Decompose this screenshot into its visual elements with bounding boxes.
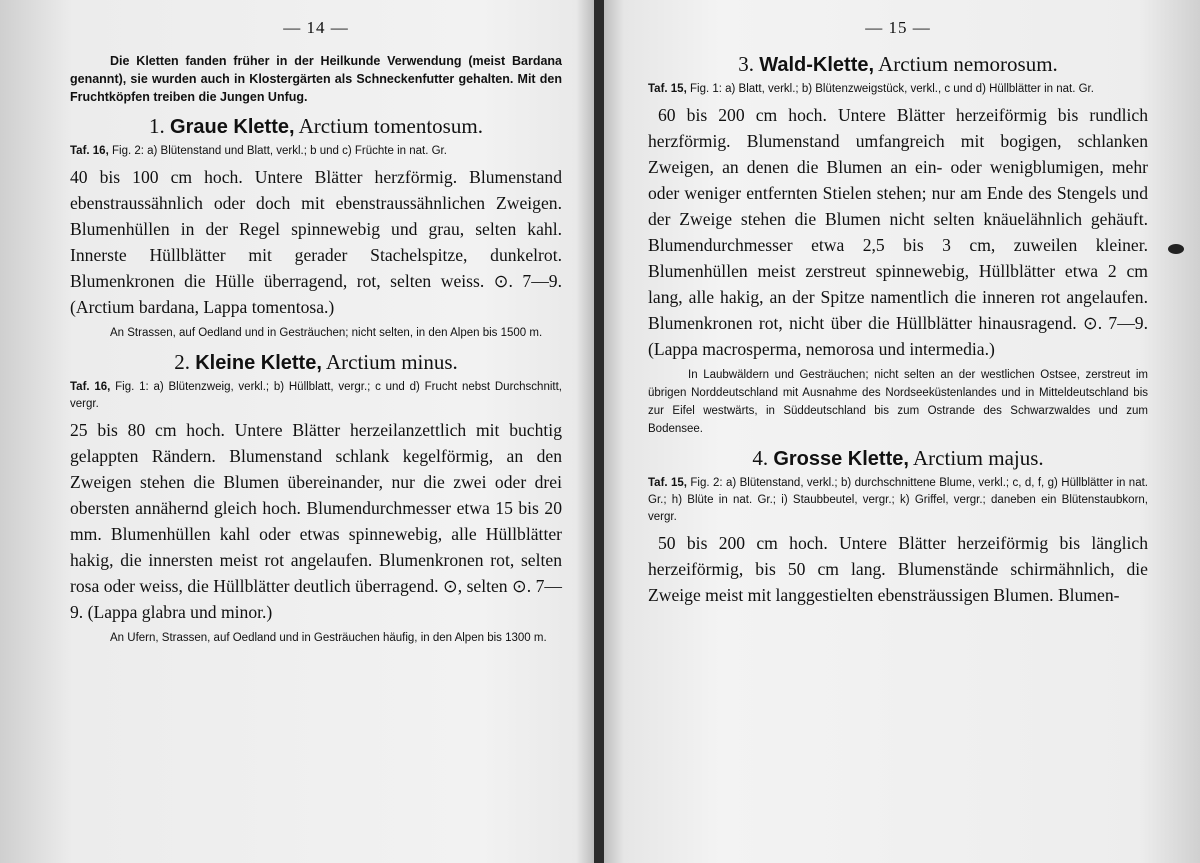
species-description: 25 bis 80 cm hoch. Untere Blätter herzeilanzettlich mit buchtig gelappten Rändern. Blumenstand schlank kegelförmig, an den Zweigen stehen die Blumen übereinander, nur die zwei oder drei obersten annähernd gleich hoch. Blumendurchmesser etwa 15 bis 20 mm. Blumenhüllen kahl oder etwas spinnewebig, alle Hüllblätter hakig, die innersten meist rot angelaufen. Blumenkronen rot, selten rosa oder weiss, die Hüllblätter deutlich überragend. ⊙, selten ⊙. 7—9. (Lappa glabra und minor.) xyxy=(70,420,562,622)
species-habitat: An Ufern, Strassen, auf Oedland und in Gesträuchen häufig, in den Alpen bis 1300 m. xyxy=(110,632,547,644)
species-number: 1. xyxy=(149,114,165,138)
right-page xyxy=(606,0,1200,863)
species-latin-name: Arctium nemorosum. xyxy=(878,52,1058,76)
species-latin-name: Arctium tomentosum. xyxy=(298,114,483,138)
page-number: — 15 — xyxy=(865,18,931,37)
species-latin-name: Arctium majus. xyxy=(913,446,1044,470)
intro-paragraph: Die Kletten fanden früher in der Heilkunde Verwendung (meist Bardana genannt), sie wurden auch in Klostergärten als Schneckenfutter gehalten. Mit den Fruchtköpfen treiben die Jungen Unfug. xyxy=(70,54,562,104)
species-description: 40 bis 100 cm hoch. Untere Blätter herzförmig. Blumenstand ebenstraussähnlich oder doch mit ebenstraussähnlichen Zweigen. Blumenhüllen in der Regel spinnewebig und grau, selten kahl. Innerste Hüllblätter mit gerader Stachelspitze, dunkelrot. Blumenkronen die Hülle überragend, rot, selten weiss. ⊙. 7—9. (Arctium bardana, Lappa tomentosa.) xyxy=(70,167,562,317)
species-latin-name: Arctium minus. xyxy=(325,350,458,374)
species-section xyxy=(648,446,1148,608)
species-name: Grosse Klette, xyxy=(773,448,909,470)
species-habitat: An Strassen, auf Oedland und in Gesträuchen; nicht selten, in den Alpen bis 1500 m. xyxy=(110,327,543,339)
plate-label: Taf. 15, xyxy=(648,477,687,489)
plate-label: Taf. 15, xyxy=(648,83,687,95)
plate-description: Fig. 1: a) Blatt, verkl.; b) Blütenzweigstück, verkl., c und d) Hüllblätter in nat. Gr. xyxy=(689,83,1094,95)
plate-reference xyxy=(70,143,562,160)
species-name: Graue Klette, xyxy=(170,116,295,138)
plate-label: Taf. 16, xyxy=(70,381,111,393)
species-heading xyxy=(648,446,1148,471)
species-number: 3. xyxy=(738,52,754,76)
species-description: 60 bis 200 cm hoch. Untere Blätter herzeiförmig bis rundlich herzförmig. Blumenstand umfangreich mit bogigen, schlanken Zweigen, an denen die Blumen an ein- oder wenigblumigen, mehr oder weniger entfernten Stielen stehen; nur am Ende des Stengels und der Zweige stehen die Blumen nicht selten knäuelähnlich gehäuft. Blumendurchmesser etwa 2,5 bis 3 cm, zuweilen kleiner. Blumenhüllen meist zerstreut spinnewebig, Hüllblätter etwa 2 cm lang, alle hakig, an der Spitze namentlich die inneren rot angelaufen. Blumenkronen rot, nicht über die Hüllblätter hinausragend. ⊙. 7—9. (Lappa macrosperma, nemorosa und intermedia.) xyxy=(648,105,1148,359)
plate-description: Fig. 1: a) Blütenzweig, verkl.; b) Hüllblatt, vergr.; c und d) Frucht nebst Durchschnitt, vergr. xyxy=(70,381,562,410)
species-heading xyxy=(70,350,562,375)
species-section xyxy=(648,52,1148,438)
left-page xyxy=(0,0,592,863)
species-name: Kleine Klette, xyxy=(195,352,322,374)
species-habitat: In Laubwäldern und Gesträuchen; nicht selten an der westlichen Ostsee, zerstreut im übrigen Norddeutschland mit Ausnahme des Nordseeküstenlandes und in Mitteldeutschland bis zur Eifel westwärts, in Süddeutschland bis zum Ostrande des Schwarzwaldes und zum Bodensee. xyxy=(648,369,1148,435)
species-description: 50 bis 200 cm hoch. Untere Blätter herzeiförmig bis länglich herzeiförmig, bis 50 cm lang. Blumenstände schirmähnlich, die Zweige meist mit langgestielten ebensträussigen Blumen. Blumen- xyxy=(648,533,1148,605)
ink-blot-mark xyxy=(1168,244,1184,254)
plate-label: Taf. 16, xyxy=(70,145,109,157)
species-number: 4. xyxy=(752,446,769,470)
book-spine xyxy=(594,0,604,863)
plate-reference xyxy=(648,81,1148,98)
species-heading xyxy=(70,114,562,139)
plate-description: Fig. 2: a) Blütenstand, verkl.; b) durchschnittene Blume, verkl.; c, d, f, g) Hüllblätter in nat. Gr.; h) Blüte in nat. Gr.; i) Staubbeutel, vergr.; k) Griffel, vergr.; daneben ein Blütenstaubkorn, vergr. xyxy=(648,477,1148,523)
plate-reference xyxy=(648,475,1148,526)
species-section xyxy=(70,114,562,342)
species-name: Wald-Klette, xyxy=(759,54,875,76)
species-number: 2. xyxy=(174,350,190,374)
plate-description: Fig. 2: a) Blütenstand und Blatt, verkl.; b und c) Früchte in nat. Gr. xyxy=(111,145,447,157)
page-number: — 14 — xyxy=(283,18,349,37)
species-section xyxy=(70,350,562,647)
species-heading xyxy=(648,52,1148,77)
plate-reference xyxy=(70,379,562,413)
